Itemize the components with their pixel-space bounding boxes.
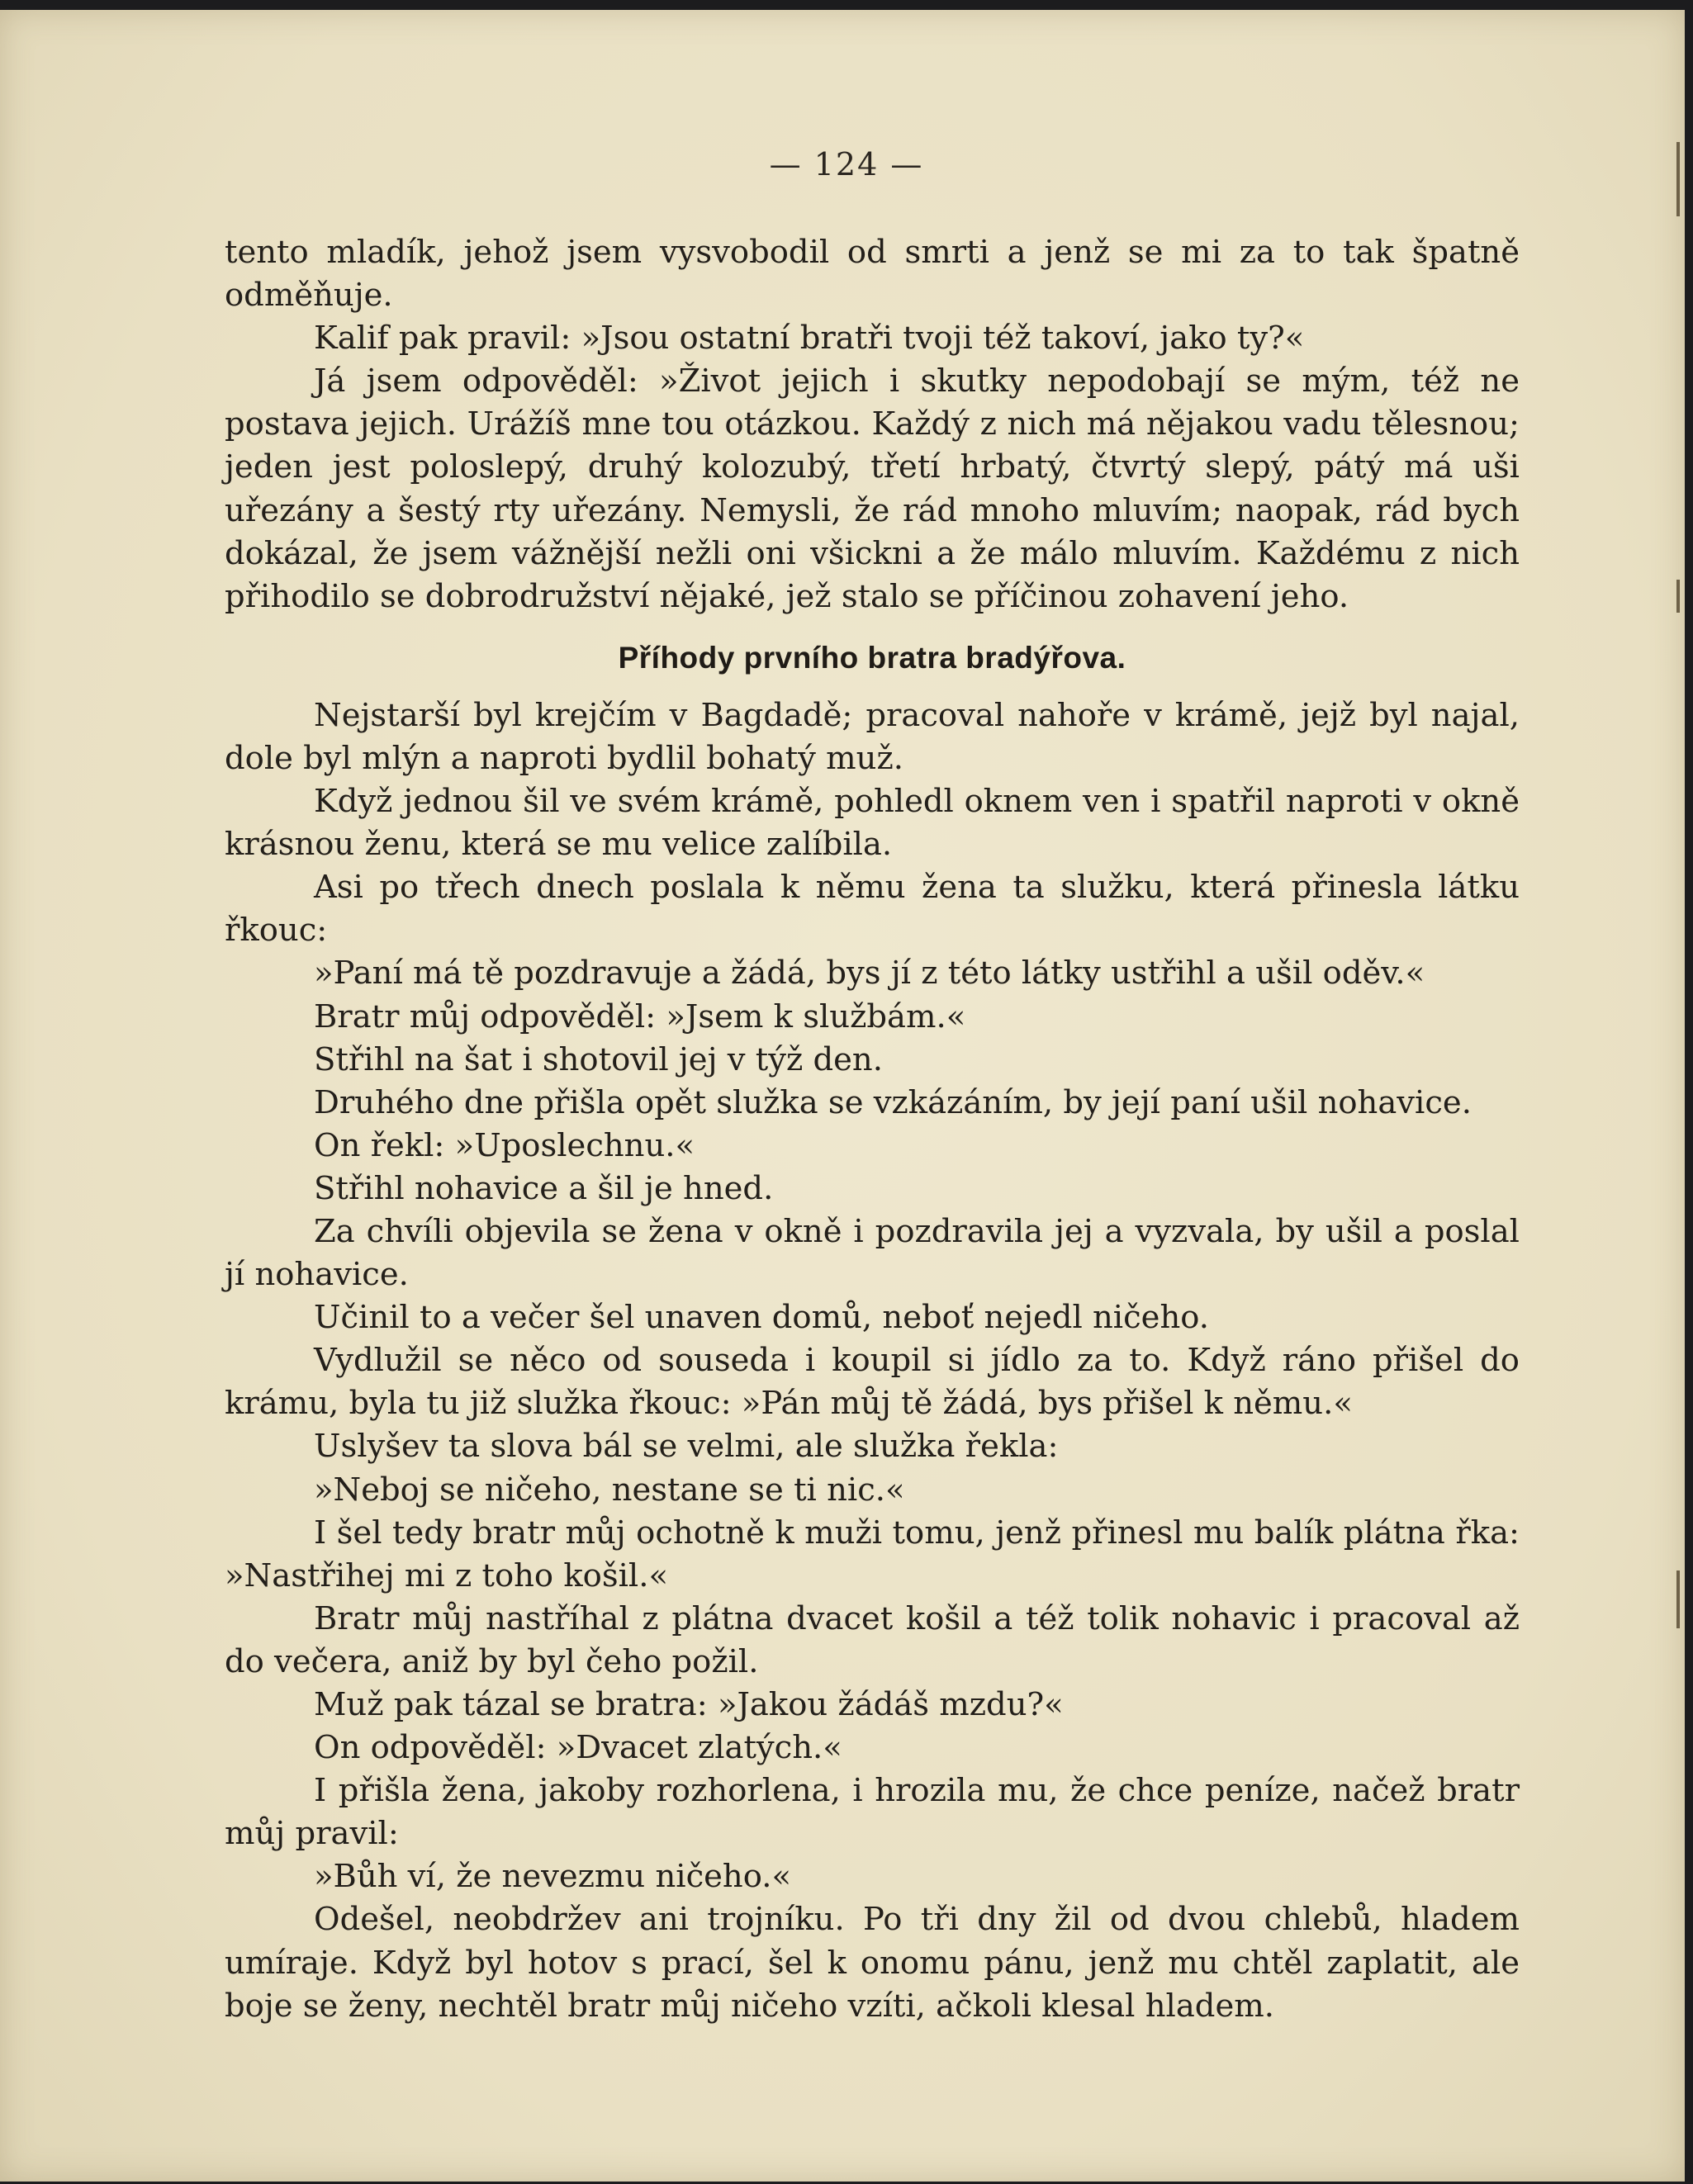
paragraph: Učinil to a večer šel unaven domů, neboť nejedl ničeho. — [314, 1299, 1209, 1337]
paragraph: Střihl na šat i shotovil jej v týž den. — [314, 1040, 883, 1078]
paragraph: Já jsem odpověděl: »Život jejich i skutky nepodobají se mým, též ne postava jejich. Urážíš mne tou otázkou. Každý z nich má nějakou vadu tělesnou; jeden jest poloslepý, druhý kolozubý, třetí hrbatý, čtvrtý slepý, pátý má uši uřezány a šestý rty uřezány. Nemysli, že rád mnoho mluvím; naopak, rád bych dokázal, že jsem vážnější nežli oni všickni a že málo mluvím. Každému z nich přihodilo se dobrodružství nějaké, jež stalo se příčinou zohavení jeho. — [225, 362, 1520, 615]
page-edge-mark — [1676, 580, 1680, 613]
paragraph: Muž pak tázal se bratra: »Jakou žádáš mzdu?« — [314, 1686, 1064, 1723]
paragraph: Střihl nohavice a šil je hned. — [314, 1169, 774, 1207]
page-edge-mark — [1676, 1570, 1680, 1628]
paragraph: tento mladík, jehož jsem vysvobodil od smrti a jenž se mi za to tak špatně odměňuje. — [225, 234, 1520, 315]
paragraph: »Neboj se ničeho, nestane se ti nic.« — [314, 1471, 905, 1509]
paragraph: Druhého dne přišla opět služka se vzkázáním, by její paní ušil nohavice. — [314, 1083, 1472, 1121]
body-text — [225, 231, 1520, 2028]
paragraph: On odpověděl: »Dvacet zlatých.« — [314, 1729, 842, 1767]
paragraph: Uslyšev ta slova bál se velmi, ale služka řekla: — [314, 1428, 1059, 1466]
paragraph: On řekl: »Uposlechnu.« — [314, 1126, 695, 1164]
paragraph: Bratr můj odpověděl: »Jsem k službám.« — [314, 997, 966, 1035]
page-number: — 124 — — [769, 146, 924, 182]
paragraph: Za chvíli objevila se žena v okně i pozdravila jej a vyzvala, by ušil a poslal jí nohavice. — [225, 1212, 1520, 1294]
paragraph: Asi po třech dnech poslala k němu žena ta služku, která přinesla látku řkouc: — [225, 869, 1520, 950]
paragraph: Vydlužil se něco od souseda i koupil si jídlo za to. Když ráno přišel do krámu, byla tu již služka řkouc: »Pán můj tě žádá, bys přišel k němu.« — [225, 1342, 1520, 1423]
book-page — [0, 10, 1685, 2182]
paragraph: Když jednou šil ve svém krámě, pohledl oknem ven i spatřil naproti v okně krásnou ženu, která se mu velice zalíbila. — [225, 783, 1520, 864]
paragraph: I přišla žena, jakoby rozhorlena, i hrozila mu, že chce peníze, načež bratr můj pravil: — [225, 1772, 1520, 1853]
paragraph: »Paní má tě pozdravuje a žádá, bys jí z této látky ustřihl a ušil oděv.« — [314, 955, 1425, 993]
paragraph: Bratr můj nastříhal z plátna dvacet košil a též tolik nohavic i pracoval až do večera, aniž by byl čeho požil. — [225, 1599, 1520, 1680]
paragraph: »Bůh ví, že nevezmu ničeho.« — [314, 1858, 792, 1896]
paragraph: Nejstarší byl krejčím v Bagdadě; pracoval nahoře v krámě, jejž byl najal, dole byl mlýn a naproti bydlil bohatý muž. — [225, 696, 1520, 777]
paragraph: I šel tedy bratr můj ochotně k muži tomu, jenž přinesl mu balík plátna řka: »Nastřihej mi z toho košil.« — [225, 1514, 1520, 1594]
paragraph: Kalif pak pravil: »Jsou ostatní bratři tvoji též takoví, jako ty?« — [314, 320, 1305, 358]
section-heading: Příhody prvního bratra bradýřova. — [618, 640, 1126, 675]
paragraph: Odešel, neobdržev ani trojníku. Po tři dny žil od dvou chlebů, hladem umíraje. Když byl hotov s prací, šel k onomu pánu, jenž mu chtěl zaplatit, ale boje se ženy, nechtěl bratr můj ničeho vzíti, ačkoli klesal hladem. — [225, 1901, 1520, 2025]
